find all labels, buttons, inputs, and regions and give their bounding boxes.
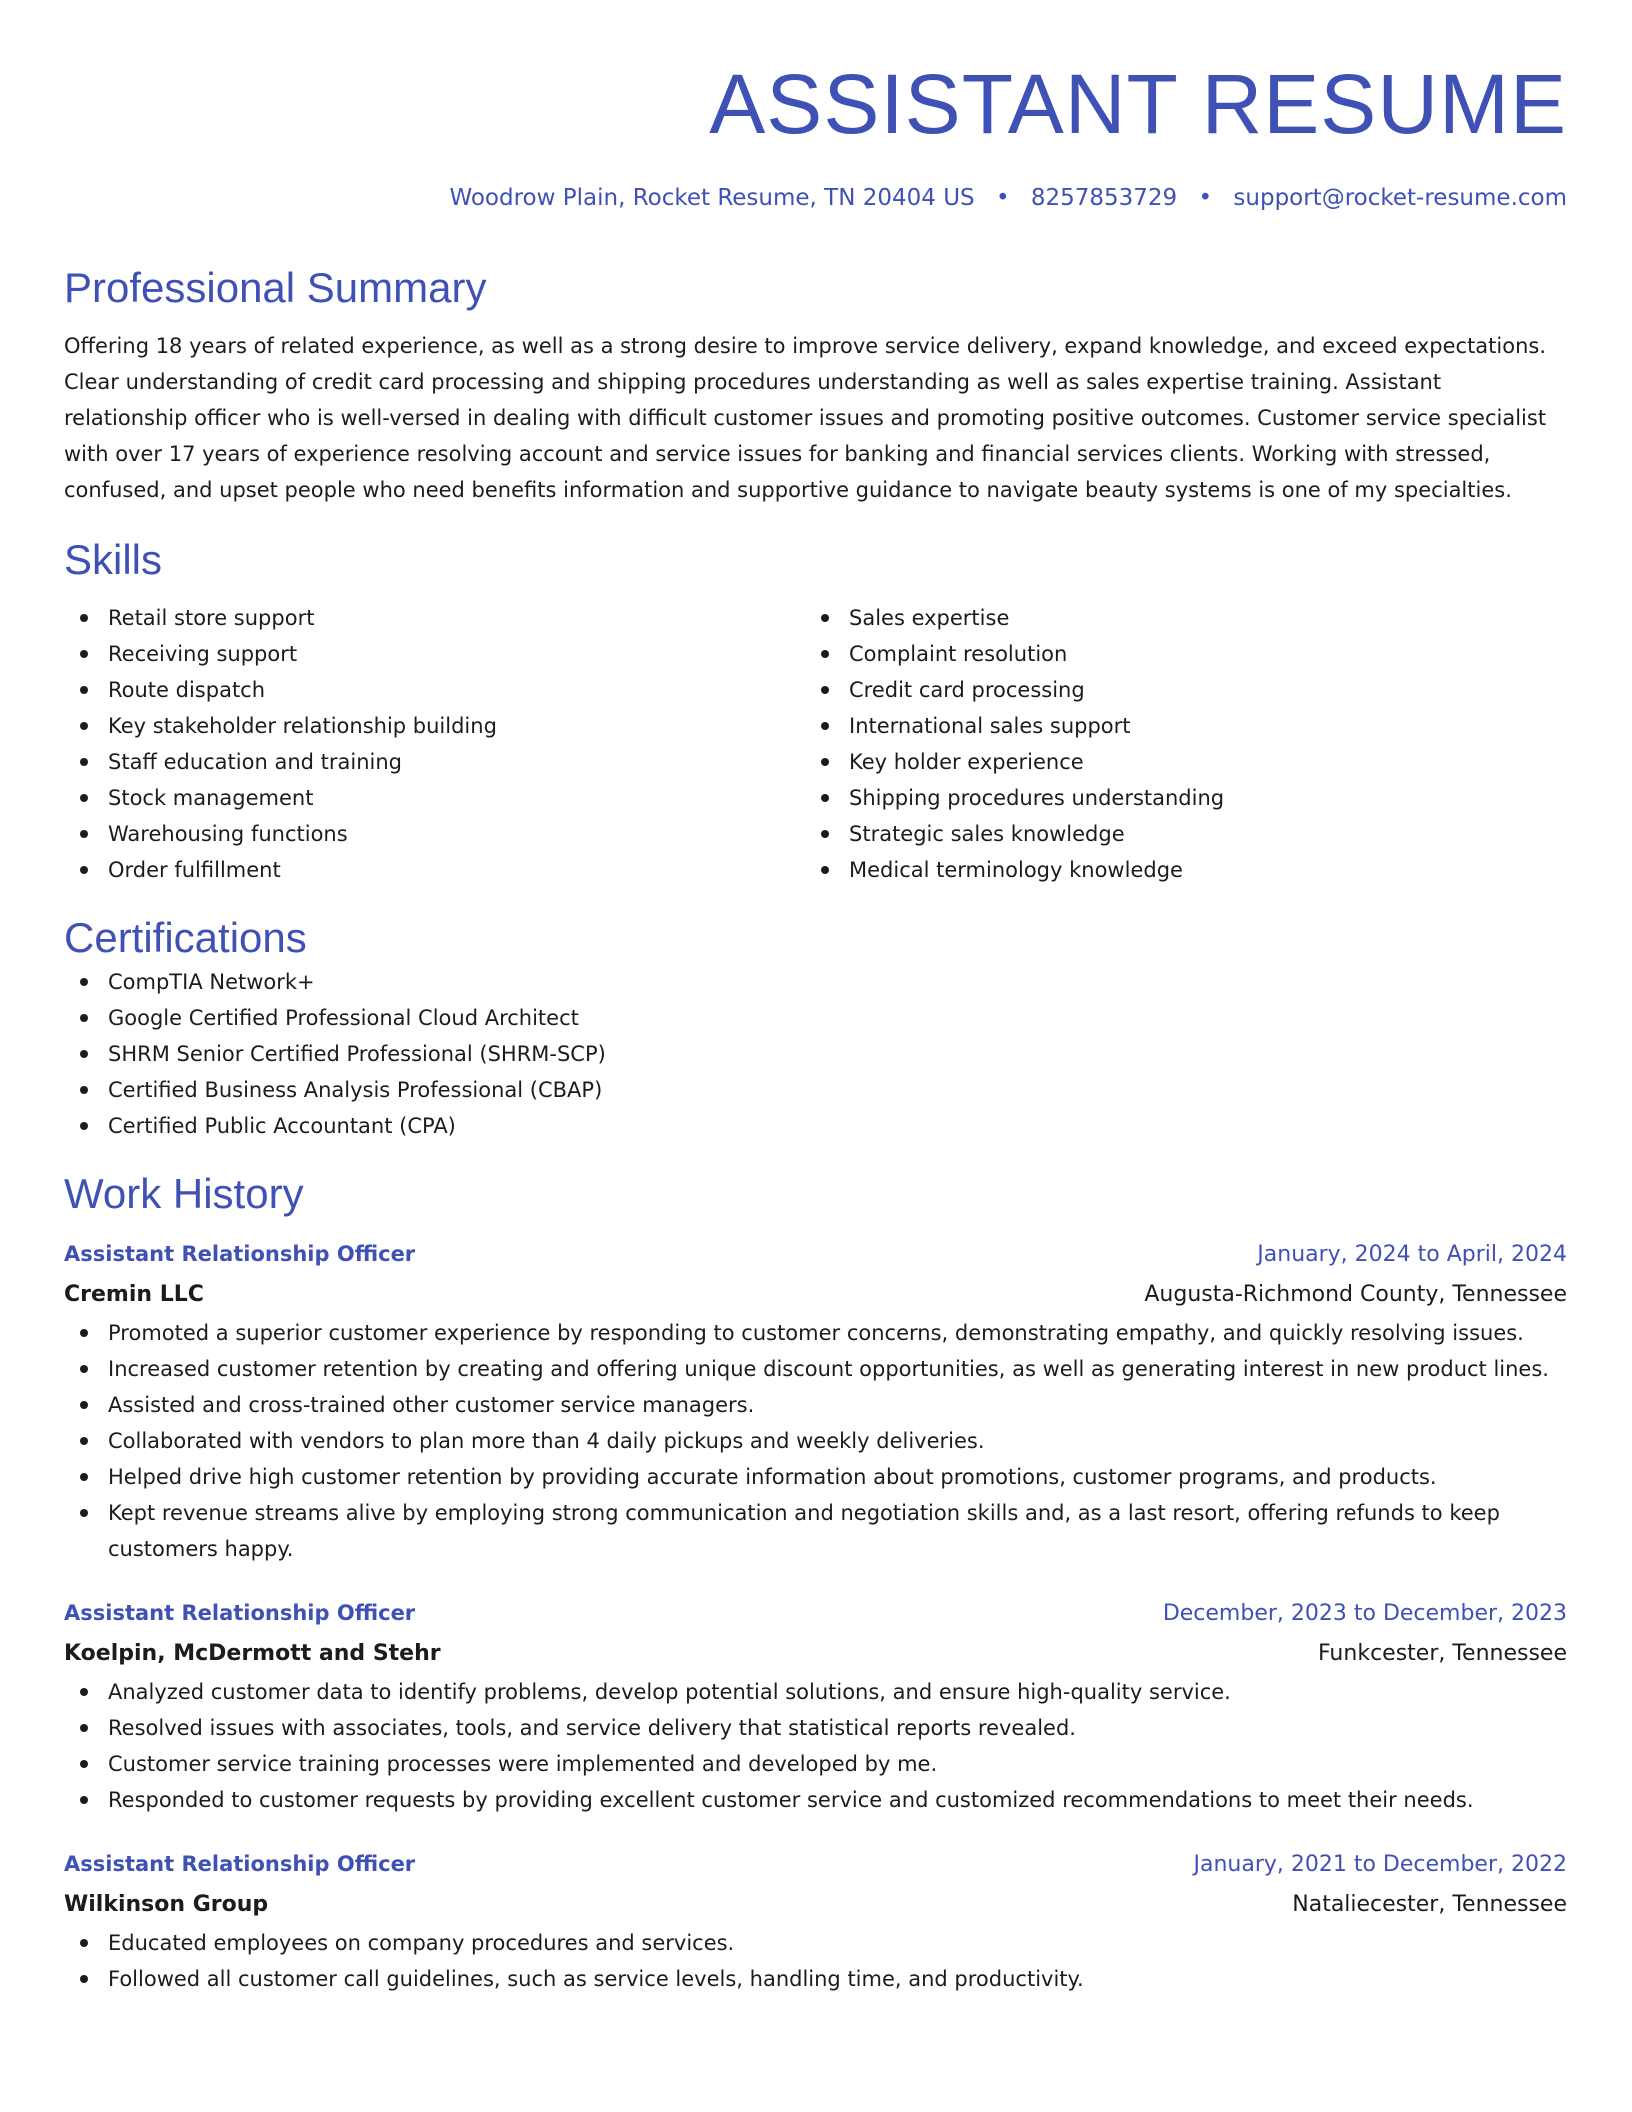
certification-item [64,964,1567,1000]
job-header-row [64,1844,1567,1885]
bullet-icon [80,1329,88,1337]
job-bullet [64,1495,1567,1567]
bullet-icon [80,1724,88,1732]
contact-address: Woodrow Plain, Rocket Resume, TN 20404 US [449,185,975,211]
bullet-icon [80,614,88,622]
bullet-icon [80,722,88,730]
bullet-icon [80,1050,88,1058]
job-company: Wilkinson Group [64,1892,269,1917]
bullet-icon [80,1086,88,1094]
skill-item [64,636,805,672]
skill-item [64,744,805,780]
job-bullet-text: Customer service training processes were implemented and developed by me. [108,1752,938,1776]
certification-label: Certified Business Analysis Professional (CBAP) [108,1078,603,1102]
skills-heading: Skills [64,536,163,583]
bullet-icon [80,1509,88,1517]
job-bullet [64,1459,1567,1495]
skill-label: Key holder experience [849,750,1084,774]
skill-label: Route dispatch [108,678,266,702]
summary-text: Offering 18 years of related experience, as well as a strong desire to improve service delivery, expand knowledge, and exceed expectations. Clear understanding of credit card processing and shipping procedures understanding as well as sales expertise training. Assistant relationship officer who is well-versed in dealing with difficult customer issues and promoting positive outcomes. Customer service specialist with over 17 years of experience resolving account and service issues for banking and financial services clients. Working with stressed, confused, and upset people who need benefits information and supportive guidance to navigate beauty systems is one of my specialties. [64,334,1547,502]
certification-item [64,1000,1567,1036]
summary-heading: Professional Summary [64,264,487,311]
skill-label: Stock management [108,786,314,810]
work-history-heading: Work History [64,1170,304,1217]
skill-label: International sales support [849,714,1131,738]
job-bullet-text: Responded to customer requests by providing excellent customer service and customized recommendations to meet their needs. [108,1788,1474,1812]
job-entry [64,1844,1567,1997]
job-bullet [64,1925,1567,1961]
skills-column-left [64,600,805,888]
certification-item [64,1072,1567,1108]
bullet-icon [80,1401,88,1409]
bullet-icon [80,1939,88,1947]
bullet-icon [80,650,88,658]
job-company: Cremin LLC [64,1282,204,1307]
skill-label: Strategic sales knowledge [849,822,1125,846]
job-bullet [64,1746,1567,1782]
bullet-icon [821,650,829,658]
skill-item [64,816,805,852]
job-bullet-text: Followed all customer call guidelines, such as service levels, handling time, and productivity. [108,1967,1084,1991]
skill-label: Staff education and training [108,750,402,774]
skills-list-right [805,600,1546,888]
bullet-icon [821,722,829,730]
certification-label: CompTIA Network+ [108,970,315,994]
resume-page [64,0,1567,1997]
skill-item [64,672,805,708]
skill-item [805,780,1546,816]
bullet-icon [821,794,829,802]
skills-column-right [805,600,1546,888]
skill-label: Order fulfillment [108,858,281,882]
job-location: Funkcester, Tennessee [1317,1641,1567,1666]
contact-separator: • [1198,185,1213,211]
job-bullet [64,1423,1567,1459]
skill-item [805,600,1546,636]
contact-phone: 8257853729 [1030,185,1178,211]
skill-item [805,852,1546,888]
job-header-row [64,1593,1567,1634]
certification-label: Google Certified Professional Cloud Architect [108,1006,579,1030]
job-bullet-text: Promoted a superior customer experience by responding to customer concerns, demonstrating empathy, and quickly resolving issues. [108,1321,1524,1345]
contact-email: support@rocket-resume.com [1233,185,1567,211]
skill-label: Medical terminology knowledge [849,858,1183,882]
job-dates: January, 2024 to April, 2024 [1257,1242,1567,1267]
bullet-icon [80,794,88,802]
certifications-heading: Certifications [64,914,307,961]
job-bullets [64,1925,1567,1997]
job-bullet [64,1782,1567,1818]
bullet-icon [80,1796,88,1804]
job-bullet-text: Collaborated with vendors to plan more than 4 daily pickups and weekly deliveries. [108,1429,985,1453]
skill-item [64,780,805,816]
job-company-row [64,1885,1567,1925]
job-entry [64,1593,1567,1818]
bullet-icon [80,1473,88,1481]
skills-grid [64,600,1567,888]
job-bullet-text: Increased customer retention by creating and offering unique discount opportunities, as well as generating interest in new product lines. [108,1357,1549,1381]
job-bullet [64,1351,1567,1387]
job-role: Assistant Relationship Officer [64,1601,416,1625]
job-dates: January, 2021 to December, 2022 [1193,1852,1567,1877]
job-role: Assistant Relationship Officer [64,1242,416,1266]
certification-label: SHRM Senior Certified Professional (SHRM-SCP) [108,1042,606,1066]
job-bullet-text: Resolved issues with associates, tools, and service delivery that statistical reports revealed. [108,1716,1076,1740]
certification-label: Certified Public Accountant (CPA) [108,1114,456,1138]
skill-label: Sales expertise [849,606,1010,630]
skill-label: Retail store support [108,606,315,630]
job-header-row [64,1234,1567,1275]
bullet-icon [80,1365,88,1373]
skill-item [64,852,805,888]
skill-item [805,744,1546,780]
bullet-icon [80,1014,88,1022]
job-entry [64,1234,1567,1567]
bullet-icon [821,614,829,622]
job-role: Assistant Relationship Officer [64,1852,416,1876]
skill-label: Shipping procedures understanding [849,786,1225,810]
bullet-icon [80,1975,88,1983]
job-location: Augusta-Richmond County, Tennessee [1144,1282,1567,1307]
skill-item [805,708,1546,744]
skill-label: Warehousing functions [108,822,348,846]
contact-separator: • [995,185,1010,211]
resume-title: ASSISTANT RESUME [709,57,1567,151]
job-bullet-text: Educated employees on company procedures and services. [108,1931,735,1955]
bullet-icon [80,1688,88,1696]
bullet-icon [80,866,88,874]
job-bullet [64,1387,1567,1423]
job-company: Koelpin, McDermott and Stehr [64,1641,441,1666]
bullet-icon [80,1760,88,1768]
job-bullet [64,1710,1567,1746]
bullet-icon [821,866,829,874]
skill-label: Key stakeholder relationship building [108,714,497,738]
bullet-icon [821,830,829,838]
skill-item [805,672,1546,708]
job-bullet-text: Kept revenue streams alive by employing strong communication and negotiation skills and, as a last resort, offering refunds to keep customers happy. [108,1501,1500,1561]
job-company-row [64,1275,1567,1315]
bullet-icon [821,758,829,766]
bullet-icon [80,758,88,766]
contact-line [64,182,1567,214]
bullet-icon [821,686,829,694]
skill-item [805,816,1546,852]
job-bullets [64,1674,1567,1818]
skill-item [805,636,1546,672]
skills-list-left [64,600,805,888]
job-location: Nataliecester, Tennessee [1292,1892,1567,1917]
job-bullet-text: Helped drive high customer retention by providing accurate information about promotions, customer programs, and products. [108,1465,1437,1489]
skill-item [64,708,805,744]
job-bullet [64,1315,1567,1351]
certification-item [64,1108,1567,1144]
bullet-icon [80,830,88,838]
certification-item [64,1036,1567,1072]
skill-label: Complaint resolution [849,642,1068,666]
skill-label: Credit card processing [849,678,1085,702]
job-bullet [64,1961,1567,1997]
skill-label: Receiving support [108,642,298,666]
job-bullets [64,1315,1567,1567]
job-bullet-text: Assisted and cross-trained other customer service managers. [108,1393,755,1417]
job-dates: December, 2023 to December, 2023 [1162,1601,1567,1626]
certifications-list [64,964,1567,1144]
bullet-icon [80,686,88,694]
bullet-icon [80,1437,88,1445]
job-bullet-text: Analyzed customer data to identify problems, develop potential solutions, and ensure high-quality service. [108,1680,1231,1704]
bullet-icon [80,978,88,986]
bullet-icon [80,1122,88,1130]
skill-item [64,600,805,636]
job-company-row [64,1634,1567,1674]
job-bullet [64,1674,1567,1710]
